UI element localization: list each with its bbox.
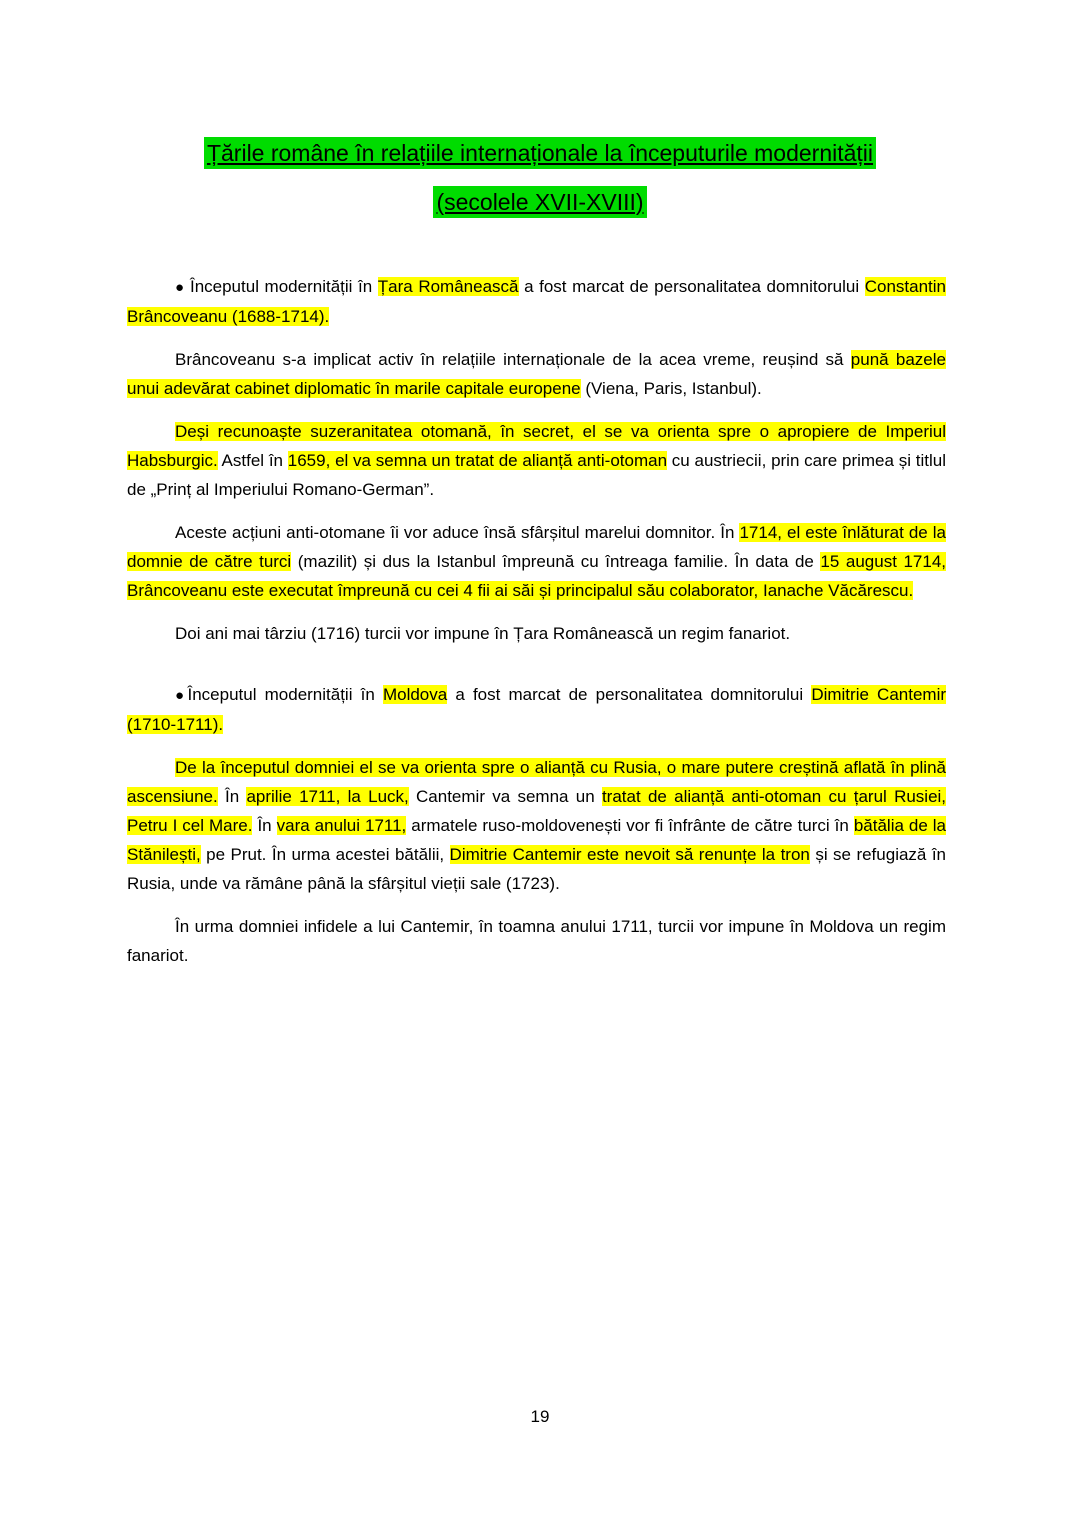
text-run: Brâncoveanu s-a implicat activ în relațiile internaționale de la acea vreme, reușind să — [175, 350, 851, 370]
paragraph — [127, 680, 946, 739]
text-run: Aceste acțiuni anti-otomane îi vor aduce însă sfârșitul marelui domnitor. În — [175, 523, 740, 543]
text-run: Doi ani mai târziu (1716) turcii vor impune în Țara Românească un regim fanariot. — [175, 624, 791, 644]
page-number: 19 — [530, 1407, 550, 1426]
text-run: (Viena, Paris, Istanbul). — [580, 379, 762, 399]
paragraph — [127, 272, 946, 331]
paragraph — [127, 912, 946, 970]
title-row-2 — [0, 189, 1080, 217]
paragraph — [127, 619, 946, 648]
highlighted-text-run: Constantin Brâncoveanu (1688-1714). — [127, 277, 947, 327]
document-body — [0, 272, 1080, 970]
highlighted-text-run: vara anului 1711, — [276, 816, 407, 836]
highlighted-text-run: Țara Românească — [377, 277, 519, 297]
bullet-icon: ● — [175, 687, 188, 705]
highlighted-text-run: 1714, el este înlăturat de la domnie de către turci — [127, 523, 947, 572]
highlighted-text-run: De la începutul domniei el se va orienta spre o alianță cu Rusia, o mare putere creștină aflată în plină ascensiune. — [127, 758, 946, 807]
text-run: a fost marcat de personalitatea domnitorului — [518, 277, 865, 297]
highlighted-text-run: bătălia de la Stănilești, — [127, 816, 947, 865]
highlighted-text-run: aprilie 1711, la Luck, — [246, 787, 409, 807]
text-run: Astfel în — [217, 451, 288, 471]
paragraph — [127, 518, 946, 605]
text-run: (mazilit) și dus la Istanbul împreună cu întreaga familie. În data de — [291, 552, 821, 572]
paragraph — [127, 417, 946, 504]
text-run: armatele ruso-moldovenești vor fi înfrânte de către turci în — [406, 816, 854, 836]
paragraph — [127, 753, 946, 898]
text-run: și se refugiază în Rusia, unde va rămâne până la sfârșitul vieții sale (1723). — [127, 845, 946, 894]
highlighted-text-run: Moldova — [382, 685, 448, 705]
highlighted-text-run: Deși recunoaște suzeranitatea otomană, în secret, el se va orienta spre o apropiere de Imperiul Habsburgic. — [127, 422, 946, 471]
title-row-1 — [0, 140, 1080, 168]
highlighted-text-run: pună bazele unui adevărat cabinet diplomatic în marile capitale europene — [127, 350, 946, 399]
paragraph — [127, 345, 946, 403]
highlighted-text-run: 1659, el va semna un tratat de alianță anti-otoman — [287, 451, 668, 471]
text-run: a fost marcat de personalitatea domnitorului — [447, 685, 812, 705]
highlighted-text-run: Dimitrie Cantemir (1710-1711). — [127, 685, 947, 735]
highlighted-text-run: 15 august 1714, Brâncoveanu este executat împreună cu cei 4 fii ai săi și principalul său colaborator, Ianache Văcărescu. — [127, 552, 947, 601]
text-run: Cantemir va semna un — [408, 787, 602, 807]
text-run: Începutul modernității în — [189, 277, 378, 297]
text-run: cu austriecii, prin care primea și titlul de „Prinț al Imperiului Romano-German”. — [127, 451, 946, 500]
text-run: Începutul modernității în — [187, 685, 383, 705]
text-run: În urma domniei infidele a lui Cantemir, în toamna anului 1711, turcii vor impune în Moldova un regim fanariot. — [127, 917, 946, 966]
document-title — [0, 0, 1080, 216]
bullet-icon: ● — [175, 279, 190, 297]
title-line-1: Țările române în relațiile internaționale la începuturile modernității — [204, 137, 876, 169]
highlighted-text-run: Dimitrie Cantemir este nevoit să renunțe la tron — [449, 845, 810, 865]
text-run: pe Prut. În urma acestei bătălii, — [200, 845, 450, 865]
highlighted-text-run: tratat de alianță anti-otoman cu țarul Rusiei, Petru I cel Mare. — [127, 787, 947, 836]
title-line-2: (secolele XVII-XVIII) — [433, 186, 646, 218]
text-run: În — [252, 816, 277, 836]
text-run: În — [217, 787, 247, 807]
